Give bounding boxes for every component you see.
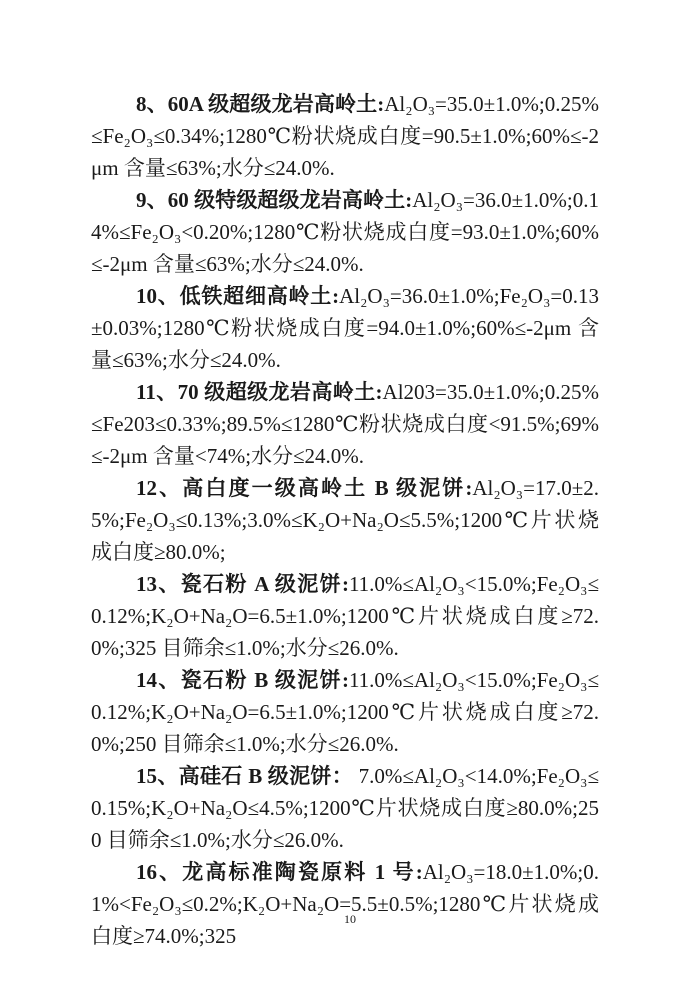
spec-paragraph-13 [91, 568, 599, 664]
spec-item-label: 13、瓷石粉 A 级泥饼: [136, 572, 349, 596]
spec-item-label: 12、高白度一级高岭土 B 级泥饼: [136, 476, 473, 500]
spec-item-body: Al₂O₃=35.0±1.0%;0.25%≤Fe₂O₃≤0.34%;1280℃粉状烧成白度=90.5±1.0%;60%≤-2μm 含量≤63%;水分≤24.0%. [91, 92, 599, 180]
spec-paragraph-12 [91, 472, 599, 568]
page-number: 10 [344, 912, 356, 926]
spec-item-label: 14、瓷石粉 B 级泥饼: [136, 668, 349, 692]
spec-item-label: 16、龙高标准陶瓷原料 1 号: [136, 860, 423, 884]
spec-paragraph-16 [91, 856, 599, 952]
spec-paragraph-9 [91, 184, 599, 280]
spec-item-body: Al₂O₃=36.0±1.0%;Fe₂O₃=0.13±0.03%;1280℃粉状烧成白度=94.0±1.0%;60%≤-2μm 含量≤63%;水分≤24.0%. [91, 284, 599, 372]
spec-paragraph-10 [91, 280, 599, 376]
spec-item-body: Al₂O₃=17.0±2.5%;Fe₂O₃≤0.13%;3.0%≤K₂O+Na₂O≤5.5%;1200℃片状烧成白度≥80.0%; [91, 476, 599, 564]
spec-item-label: 11、70 级超级龙岩高岭土: [136, 380, 383, 404]
spec-item-body: Al203=35.0±1.0%;0.25%≤Fe203≤0.33%;89.5%≤1280℃粉状烧成白度<91.5%;69%≤-2μm 含量<74%;水分≤24.0%. [91, 380, 599, 468]
spec-paragraph-15 [91, 760, 599, 856]
spec-paragraph-8 [91, 88, 599, 184]
spec-item-label: 10、低铁超细高岭土: [136, 284, 340, 308]
spec-item-body: Al₂O₃=18.0±1.0%;0.1%<Fe₂O₃≤0.2%;K₂O+Na₂O=5.5±0.5%;1280℃片状烧成白度≥74.0%;325 [91, 860, 599, 948]
spec-item-label: 9、60 级特级超级龙岩高岭土: [136, 188, 413, 212]
spec-item-body: 11.0%≤Al₂O₃<15.0%;Fe₂O₃≤0.12%;K₂O+Na₂O=6.5±1.0%;1200℃片状烧成白度≥72.0%;325 目筛余≤1.0%;水分≤26.0%. [91, 572, 599, 660]
spec-item-body: 11.0%≤Al₂O₃<15.0%;Fe₂O₃≤0.12%;K₂O+Na₂O=6.5±1.0%;1200℃片状烧成白度≥72.0%;250 目筛余≤1.0%;水分≤26.0%. [91, 668, 599, 756]
spec-paragraph-14 [91, 664, 599, 760]
document-body [91, 88, 599, 952]
spec-item-body: 7.0%≤Al₂O₃<14.0%;Fe₂O₃≤0.15%;K₂O+Na₂O≤4.5%;1200℃片状烧成白度≥80.0%;250 目筛余≤1.0%;水分≤26.0%. [91, 764, 599, 852]
spec-paragraph-11 [91, 376, 599, 472]
spec-item-body: Al₂O₃=36.0±1.0%;0.14%≤Fe₂O₃<0.20%;1280℃粉状烧成白度=93.0±1.0%;60%≤-2μm 含量≤63%;水分≤24.0%. [91, 188, 599, 276]
spec-item-label: 15、高硅石 B 级泥饼： [136, 764, 354, 788]
spec-item-label: 8、60A 级超级龙岩高岭土: [136, 92, 385, 116]
